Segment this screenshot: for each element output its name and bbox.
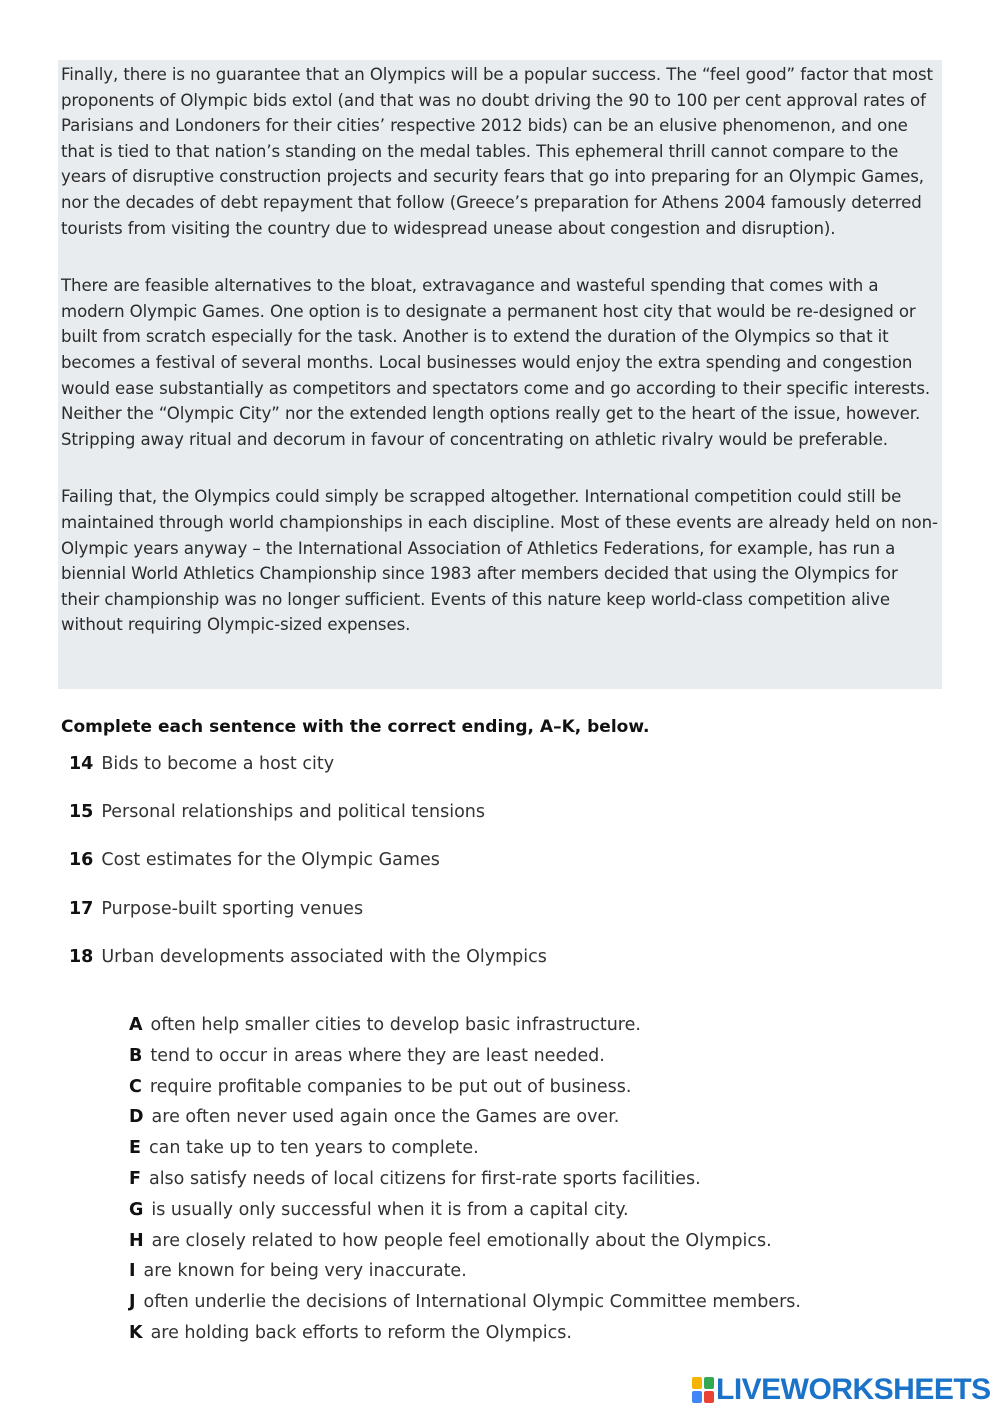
ending-item: [129, 1318, 801, 1349]
ending-letter: A: [129, 1015, 143, 1035]
passage-paragraph-2: There are feasible alternatives to the bloat, extravagance and wasteful spending that comes with a modern Olympic Games. One option is to designate a permanent host city that would be re-designed or built from scratch especially for the task. Another is to extend the duration of the Olympics so that it becomes a festival of several months. Local businesses would enjoy the extra spending and congestion would ease substantially as competitors and spectators come and go according to their specific interests. Neither the “Olympic City” nor the extended length options really get to the heart of the issue, however. Stripping away ritual and decorum in favour of concentrating on athletic rivalry would be preferable.: [61, 276, 931, 449]
logo-square-green: [704, 1377, 714, 1389]
ending-text: often underlie the decisions of International Olympic Committee members.: [143, 1292, 801, 1313]
liveworksheets-logo-icon: [692, 1377, 714, 1403]
ending-letter: F: [129, 1168, 141, 1189]
ending-letter: G: [129, 1199, 144, 1220]
ending-text: can take up to ten years to complete.: [148, 1138, 479, 1159]
ending-letter: B: [129, 1045, 143, 1066]
ending-item: [129, 1010, 801, 1041]
ending-text: are closely related to how people feel emotionally about the Olympics.: [151, 1230, 772, 1251]
ending-text: tend to occur in areas where they are least needed.: [150, 1045, 605, 1066]
liveworksheets-logo: [692, 1374, 991, 1406]
question-number: 17: [69, 899, 94, 919]
ending-item: [129, 1041, 801, 1072]
ending-letter: I: [129, 1261, 136, 1282]
passage-paragraph-1: Finally, there is no guarantee that an Olympics will be a popular success. The “feel good” factor that most proponents of Olympic bids extol (and that was no doubt driving the 90 to 100 per cent approval rates of Parisians and Londoners for their cities’ respective 2012 bids) can be an elusive phenomenon, and one that is tied to that nation’s standing on the medal tables. This ephemeral thrill cannot compare to the years of disruptive construction projects and security fears that go into preparing for an Olympic Games, nor the decades of debt repayment that follow (Greece’s preparation for Athens 2004 famously deterred tourists from visiting the country due to widespread unease about congestion and disruption).: [61, 65, 933, 238]
question-text: Purpose-built sporting venues: [101, 899, 364, 919]
ending-item: [129, 1195, 801, 1226]
ending-text: are known for being very inaccurate.: [143, 1261, 467, 1282]
reading-passage: [58, 60, 942, 689]
task-instruction: Complete each sentence with the correct ending, A–K, below.: [61, 717, 650, 737]
question-number: 15: [69, 802, 94, 822]
ending-item: [129, 1072, 801, 1103]
passage-paragraph-3: Failing that, the Olympics could simply be scrapped altogether. International competition could still be maintained through world championships in each discipline. Most of these events are already held on non-Olympic years anyway – the International Association of Athletics Federations, for example, has run a biennial World Athletics Championship since 1983 after members decided that using the Olympics for their championship was no longer sufficient. Events of this nature keep world-class competition alive without requiring Olympic-sized expenses.: [61, 487, 938, 635]
question-item: [69, 802, 485, 822]
ending-letter: E: [129, 1138, 141, 1159]
question-item: [69, 850, 440, 870]
ending-item: [129, 1256, 801, 1287]
logo-text: LIVEWORKSHEETS: [716, 1373, 991, 1406]
ending-text: also satisfy needs of local citizens for first-rate sports facilities.: [148, 1168, 701, 1189]
question-number: 18: [69, 947, 94, 967]
logo-square-red: [704, 1391, 714, 1403]
ending-text: are often never used again once the Games are over.: [151, 1107, 620, 1128]
ending-text: are holding back efforts to reform the Olympics.: [150, 1322, 572, 1343]
ending-letter: C: [129, 1076, 142, 1097]
logo-square-yellow: [692, 1377, 702, 1389]
question-number: 14: [69, 754, 94, 774]
ending-letter: K: [129, 1322, 143, 1343]
ending-item: [129, 1226, 801, 1257]
ending-letter: H: [129, 1230, 144, 1251]
ending-text: often help smaller cities to develop basic infrastructure.: [150, 1015, 641, 1035]
question-item: [69, 899, 363, 919]
question-text: Bids to become a host city: [101, 754, 335, 774]
ending-text: require profitable companies to be put out of business.: [149, 1076, 632, 1097]
logo-square-blue: [692, 1391, 702, 1403]
question-text: Urban developments associated with the Olympics: [101, 947, 547, 967]
question-text: Cost estimates for the Olympic Games: [101, 850, 440, 870]
endings-list: [129, 1010, 801, 1349]
question-number: 16: [69, 850, 94, 870]
question-item: [69, 947, 547, 967]
question-text: Personal relationships and political tensions: [101, 802, 485, 822]
ending-item: [129, 1102, 801, 1133]
ending-item: [129, 1164, 801, 1195]
ending-letter: D: [129, 1107, 144, 1128]
question-item: [69, 754, 334, 774]
ending-item: [129, 1133, 801, 1164]
ending-item: [129, 1287, 801, 1318]
ending-text: is usually only successful when it is from a capital city.: [151, 1199, 629, 1220]
ending-letter: J: [129, 1292, 136, 1313]
